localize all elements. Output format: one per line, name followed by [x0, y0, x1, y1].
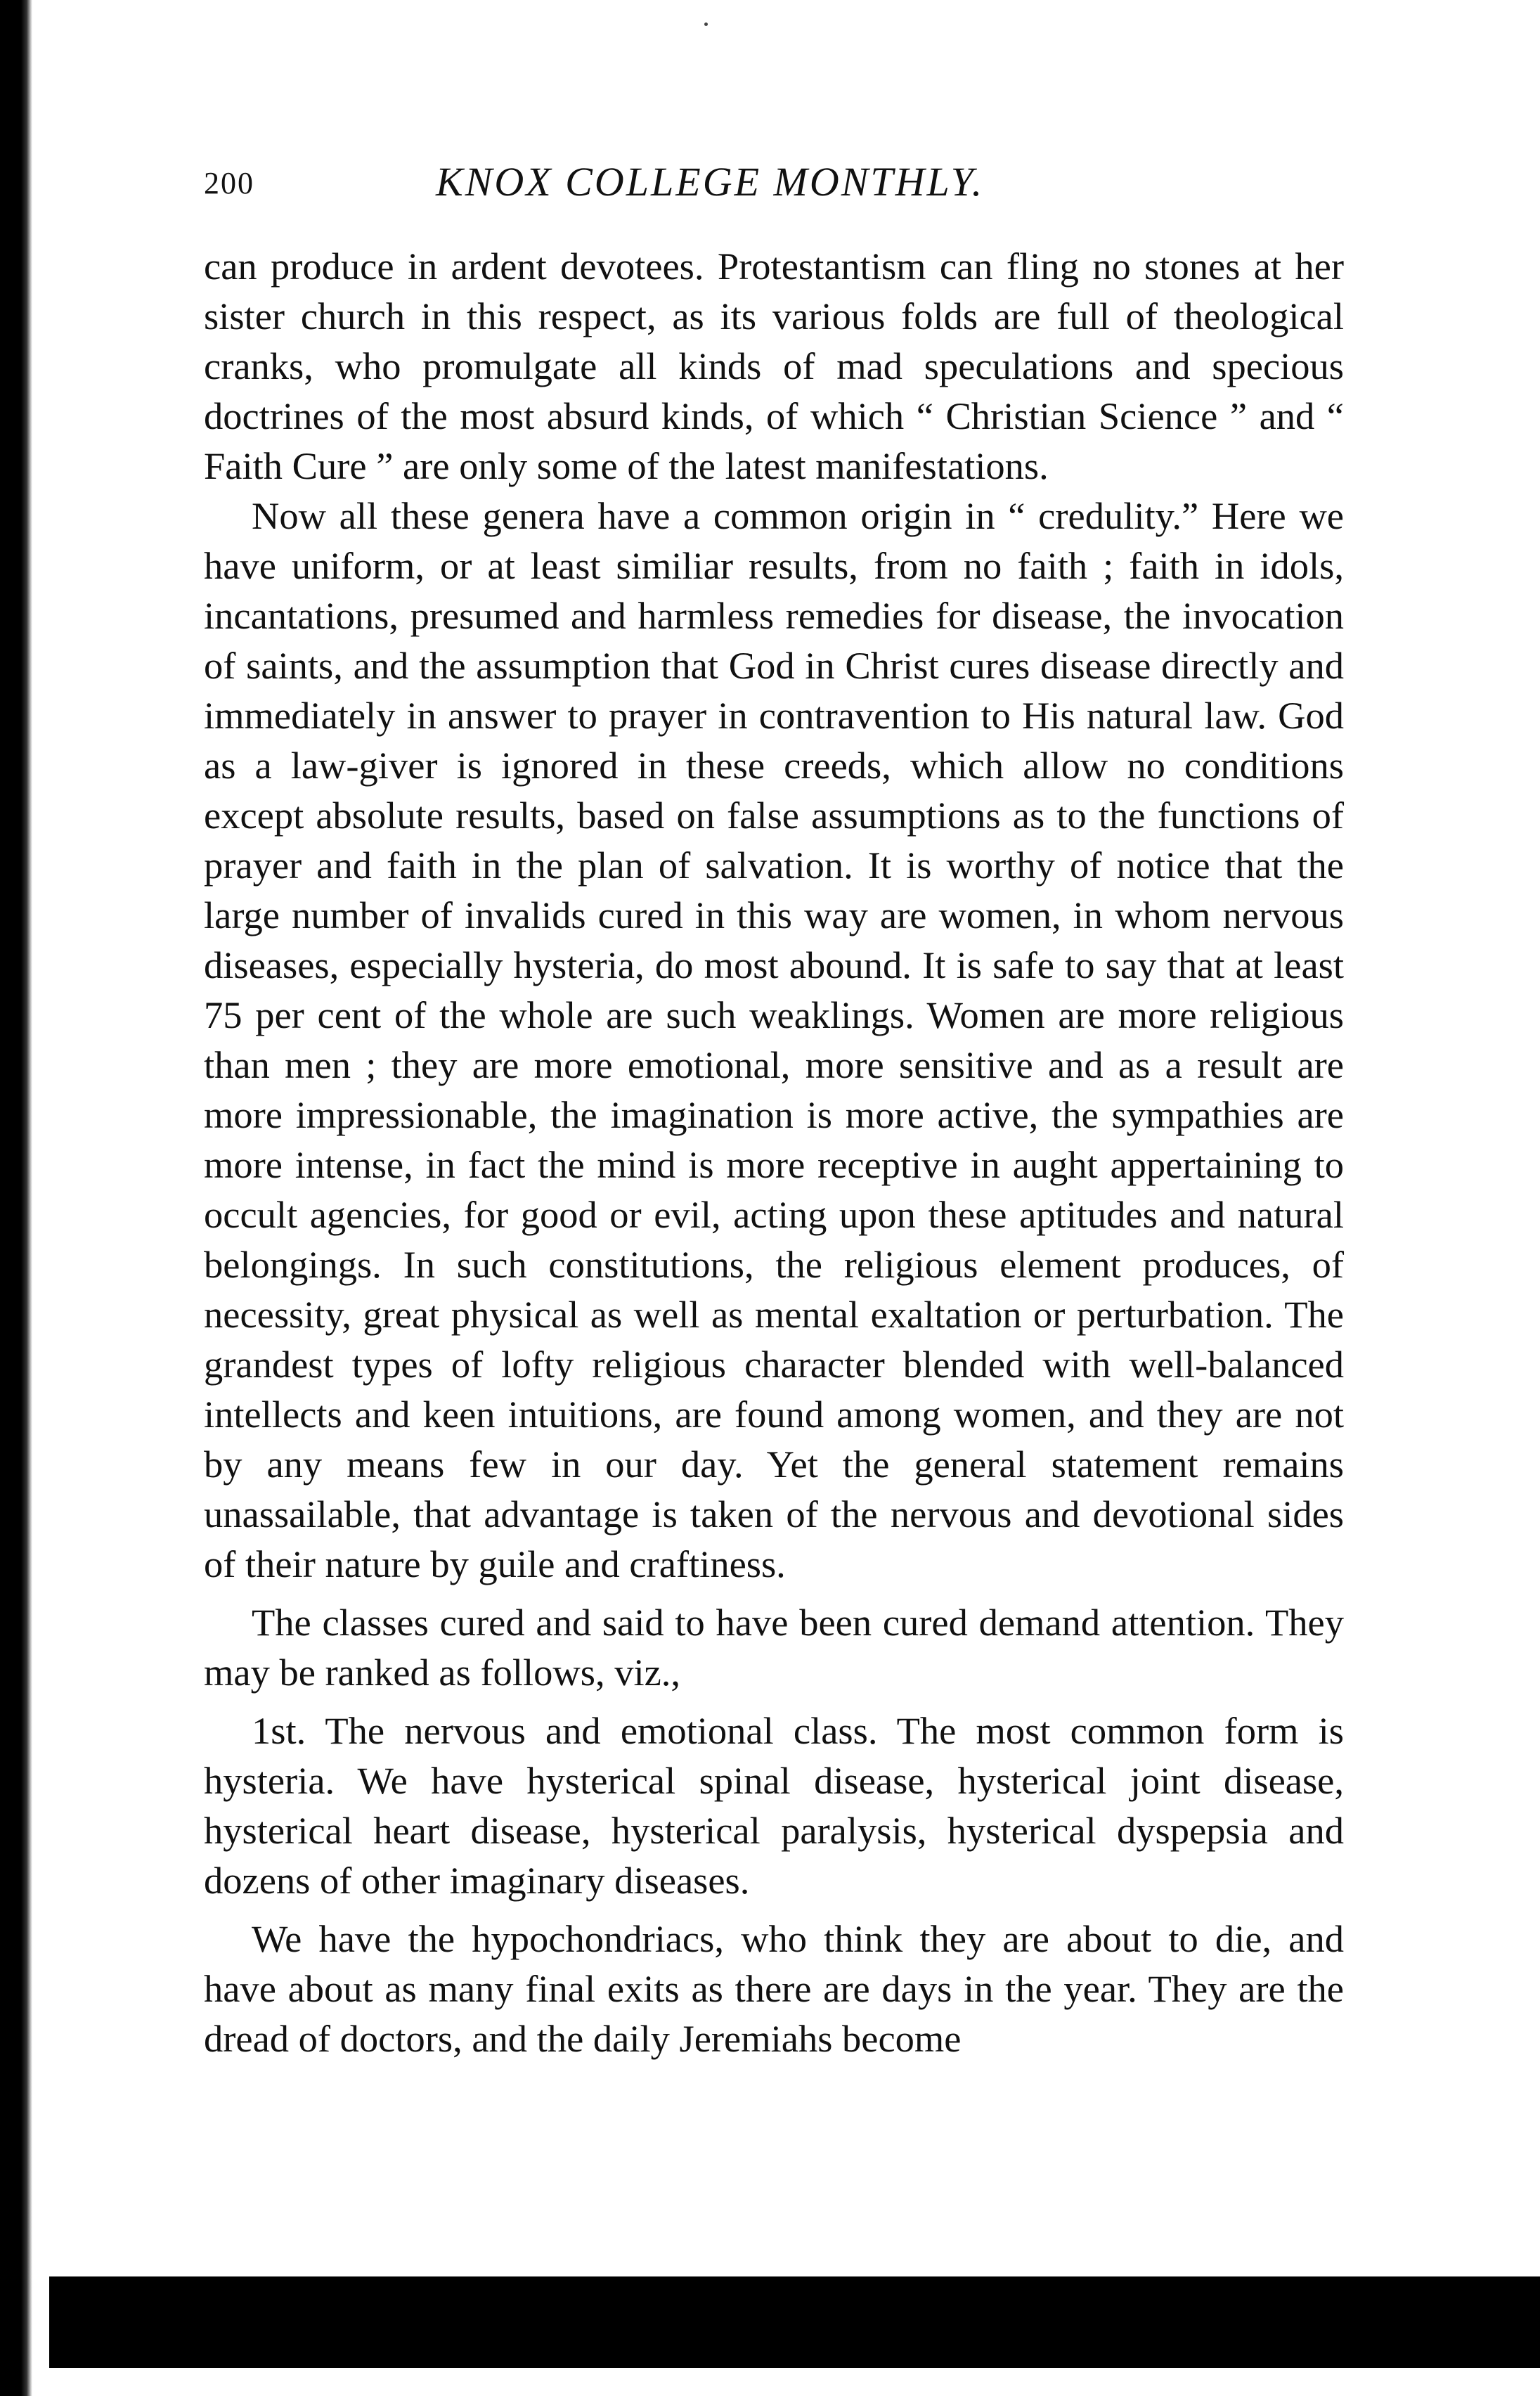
- binding-mark: [13, 169, 18, 464]
- binding-mark: [13, 633, 18, 886]
- paragraph-continuation: can produce in ardent devotees. Protestantism can fling no stones at her sister church in this respect, as its various folds are full of theological cranks, who promulgate all kinds of mad speculations and specious doctrines of the most absurd kinds, of which “ Christian Science ” and “ Faith Cure ” are only some of the latest manifestations.: [204, 245, 1344, 487]
- paper-speck: [704, 22, 708, 26]
- scan-bottom-border: [49, 2276, 1540, 2368]
- binding-mark: [15, 1265, 18, 1420]
- book-page: [204, 158, 1344, 2063]
- journal-title: KNOX COLLEGE MONTHLY.: [436, 159, 985, 205]
- page-number: 200: [204, 166, 254, 200]
- running-head: [204, 158, 1344, 207]
- paragraph-hypochondriacs: We have the hypochondriacs, who think they are about to die, and have about as many final exits as there are days in the year. They are the dread of doctors, and the daily Jeremiahs become: [204, 1917, 1344, 2060]
- paragraph-credulity: Now all these genera have a common origin in “ credulity.” Here we have uniform, or at least similiar results, from no faith ; faith in idols, incantations, presumed and harmless remedies for disease, the invocation of saints, and the assumption that God in Christ cures disease directly and immediately in answer to prayer in contravention to His natural law. God as a law-giver is ignored in these creeds, which allow no conditions except absolute results, based on false assumptions as to the functions of prayer and faith in the plan of salvation. It is worthy of notice that the large number of invalids cured in this way are women, in whom nervous diseases, especially hysteria, do most abound. It is safe to say that at least 75 per cent of the whole are such weaklings. Women are more religious than men ; they are more emotional, more sensitive and as a result are more impressionable, the imagination is more active, the sympathies are more intense, in fact the mind is more receptive in aught appertaining to occult agencies, for good or evil, acting upon these aptitudes and natural belongings. In such constitutions, the religious element produces, of necessity, great physical as well as mental exaltation or perturbation. The grandest types of lofty religious character blended with well-balanced intellects and keen intuitions, are found among women, and they are not by any means few in our day. Yet the general statement remains unassailable, that advantage is taken of the nervous and devotional sides of their nature by guile and craftiness.: [204, 494, 1344, 1585]
- paragraph-nervous-class: 1st. The nervous and emotional class. The most common form is hysteria. We have hysterical spinal disease, hysterical joint disease, hysterical heart disease, hysterical paralysis, hysterical dyspepsia and dozens of other imaginary diseases.: [204, 1709, 1344, 1902]
- paragraph-classes-cured: The classes cured and said to have been cured demand attention. They may be ranked as follows, viz.,: [204, 1601, 1344, 1694]
